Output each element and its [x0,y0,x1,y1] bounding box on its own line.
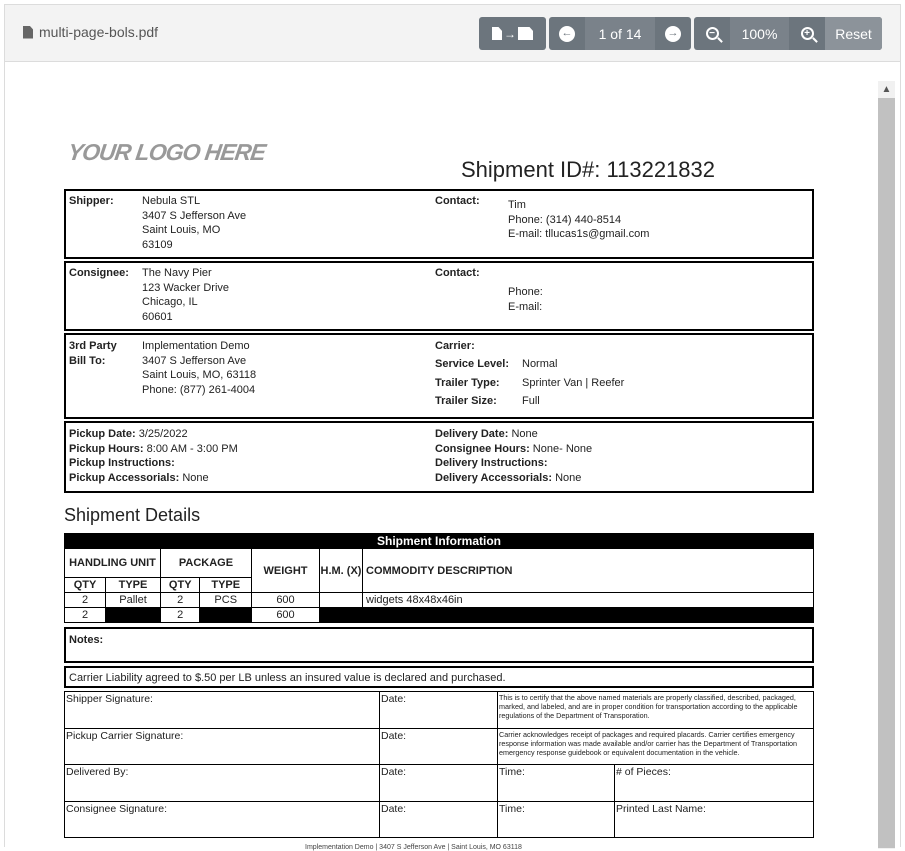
table-row [65,593,814,608]
delivery-instructions-label: Delivery Instructions: [435,457,548,469]
page-indicator: 1 of 14 [585,17,655,50]
trailer-size-label: Trailer Size: [435,395,497,407]
service-level-value: Normal [522,358,558,370]
delivered-date-field[interactable]: Date: [380,765,498,802]
shipper-label: Shipper: [69,195,114,207]
shipper-contact [508,198,649,242]
delivery-date-value: None [511,428,538,440]
zoom-level: 100% [730,17,789,50]
document-to-pages-icon: → [492,27,533,41]
pkg-qty-header: QTY [161,578,200,593]
handling-unit-header: HANDLING UNIT [65,549,161,578]
bill-to-address [142,339,256,397]
reset-zoom-button[interactable]: Reset [825,17,882,50]
hu-qty-header: QTY [65,578,106,593]
pickup-date-label: Pickup Date: [69,428,136,440]
bill-to-label: Bill To: [69,354,106,367]
document-content [5,63,900,851]
page-navigation [549,17,691,50]
shipment-id: Shipment ID#: 113221832 [461,157,715,182]
pkg-qty-cell: 2 [161,593,200,608]
pickup-delivery-box [64,421,814,493]
next-page-button[interactable] [655,17,691,50]
delivery-info [435,427,592,485]
trailer-size-value: Full [522,395,540,407]
vertical-scrollbar[interactable] [878,81,895,849]
hu-type-header: TYPE [106,578,161,593]
pieces-field[interactable]: # of Pieces: [615,765,814,802]
arrow-right-icon: → [665,26,681,42]
shipper-contact-label: Contact: [435,195,480,207]
third-party-label-line: 3rd Party [69,340,117,352]
consignee-signature-field[interactable]: Consignee Signature: [65,802,380,838]
logo-placeholder: YOUR LOGO HERE [66,139,267,165]
consignee-time-field[interactable]: Time: [498,802,615,838]
delivery-accessorials-value: None [555,471,582,484]
contact-line: Phone: [508,286,543,298]
zoom-in-icon: + [801,27,814,40]
shipper-line: Nebula STL [142,195,201,207]
consignee-line: 60601 [142,310,173,323]
consignee-hours [435,442,592,457]
shipper-signature-field[interactable]: Shipper Signature: [65,692,380,729]
notes-label: Notes: [69,634,104,646]
file-name-label: multi-page-bols.pdf [39,24,159,40]
service-level-label: Service Level: [435,358,509,370]
consignee-line: Chicago, IL [142,296,198,308]
consignee-hours-label: Consignee Hours: [435,442,530,455]
pickup-accessorials-label: Pickup Accessorials: [69,471,180,484]
previous-page-button[interactable] [549,17,585,50]
contact-line: E-mail: tllucas1s@gmail.com [508,228,650,240]
third-party-box [64,333,814,419]
pickup-info [69,427,238,485]
hm-header: H.M. (X) [320,549,363,593]
liability-box [64,666,814,688]
total-weight: 600 [252,608,320,623]
pickup-accessorials-value: None [182,471,209,484]
pickup-date-value: 3/25/2022 [138,428,188,440]
shipper-box [64,189,814,259]
arrow-left-icon: ← [559,26,575,42]
total-blank [106,608,161,623]
carrier-label: Carrier: [435,340,475,352]
file-name [23,24,158,40]
hm-cell [320,593,363,608]
pickup-date [69,427,238,442]
carrier-ack-text: Carrier acknowledges receipt of packages and required placards. Carrier certifies emergency response information was made available and/or carrier has the Department of Transportation emergency response guidebook or equivalent documentation in the vehicle. [498,729,814,765]
pickup-hours-label: Pickup Hours: [69,442,144,455]
contact-line: Tim [508,199,526,211]
pkg-type-header: TYPE [200,578,252,593]
shipper-date-field[interactable]: Date: [380,692,498,729]
table-title: Shipment Information [65,534,814,549]
page-layout-button[interactable] [479,17,546,50]
pdf-viewer [4,4,901,851]
pdf-page [5,63,875,851]
zoom-controls [694,17,882,50]
consignee-hours-value: None- None [532,442,593,455]
total-hu-qty: 2 [65,608,106,623]
consignee-contact-label: Contact: [435,267,480,279]
pickup-instructions-label: Pickup Instructions: [69,457,175,469]
shipper-address [142,194,246,252]
bill-to-line: Saint Louis, MO, 63118 [142,369,257,381]
hu-type-cell: Pallet [106,593,161,608]
delivery-accessorials-label: Delivery Accessorials: [435,471,552,484]
commodity-cell: widgets 48x48x46in [363,593,814,608]
contact-line: E-mail: [508,300,543,313]
total-blank [320,608,814,623]
consignee-label: Consignee: [69,267,129,279]
pkg-type-cell: PCS [200,593,252,608]
zoom-in-button[interactable] [789,17,825,50]
shipper-line: 63109 [142,238,173,251]
bill-to-line: Phone: (877) 261-4004 [142,383,256,396]
file-icon [23,26,33,39]
weight-header: WEIGHT [252,549,320,593]
trailer-type-label: Trailer Type: [435,377,500,389]
page-footer: Implementation Demo | 3407 S Jefferson Ave | Saint Louis, MO 63118 [305,844,522,851]
consignee-line: 123 Wacker Drive [142,281,230,294]
signature-table [64,691,814,838]
pickup-carrier-signature-field[interactable]: Pickup Carrier Signature: [65,729,380,765]
trailer-type-value: Sprinter Van | Reefer [522,377,625,389]
hu-qty-cell: 2 [65,593,106,608]
delivery-instructions [435,456,592,471]
delivery-date-label: Delivery Date: [435,428,509,440]
shipment-table [64,533,814,623]
consignee-line: The Navy Pier [142,267,212,279]
shipment-details-title: Shipment Details [64,505,201,525]
zoom-out-icon: − [706,27,719,40]
delivered-by-field[interactable]: Delivered By: [65,765,380,802]
shipper-line: Saint Louis, MO [142,224,221,236]
consignee-address [142,266,229,324]
viewer-toolbar [5,5,900,62]
zoom-out-button[interactable] [694,17,730,50]
commodity-header: COMMODITY DESCRIPTION [363,549,814,593]
consignee-box [64,261,814,331]
notes-box [64,627,814,663]
total-blank [200,608,252,623]
bill-to-line: Implementation Demo [142,340,250,352]
scroll-up-icon[interactable]: ▲ [881,84,892,95]
totals-row [65,608,814,623]
third-party-label [69,339,117,368]
shipper-line: 3407 S Jefferson Ave [142,209,247,222]
bill-to-line: 3407 S Jefferson Ave [142,354,247,367]
pickup-accessorials [69,471,238,486]
delivery-accessorials [435,471,592,486]
pickup-hours [69,442,238,457]
consignee-contact [508,285,543,314]
pickup-date-field[interactable]: Date: [380,729,498,765]
pickup-instructions [69,456,238,471]
delivered-time-field[interactable]: Time: [498,765,615,802]
weight-cell: 600 [252,593,320,608]
delivery-date [435,427,592,442]
consignee-date-field[interactable]: Date: [380,802,498,838]
contact-line: Phone: (314) 440-8514 [508,213,622,226]
pickup-hours-value: 8:00 AM - 3:00 PM [146,442,238,455]
package-header: PACKAGE [161,549,252,578]
certify-text: This is to certify that the above named materials are properly classified, described, packaged, marked, and labeled, and are in proper condition for transportation according to the applicable regulations of the Department of Transporation. [498,692,814,729]
liability-text: Carrier Liability agreed to $.50 per LB unless an insured value is declared and purchased. [69,672,506,684]
scroll-thumb[interactable] [878,98,895,848]
total-pkg-qty: 2 [161,608,200,623]
printed-last-name-field[interactable]: Printed Last Name: [615,802,814,838]
